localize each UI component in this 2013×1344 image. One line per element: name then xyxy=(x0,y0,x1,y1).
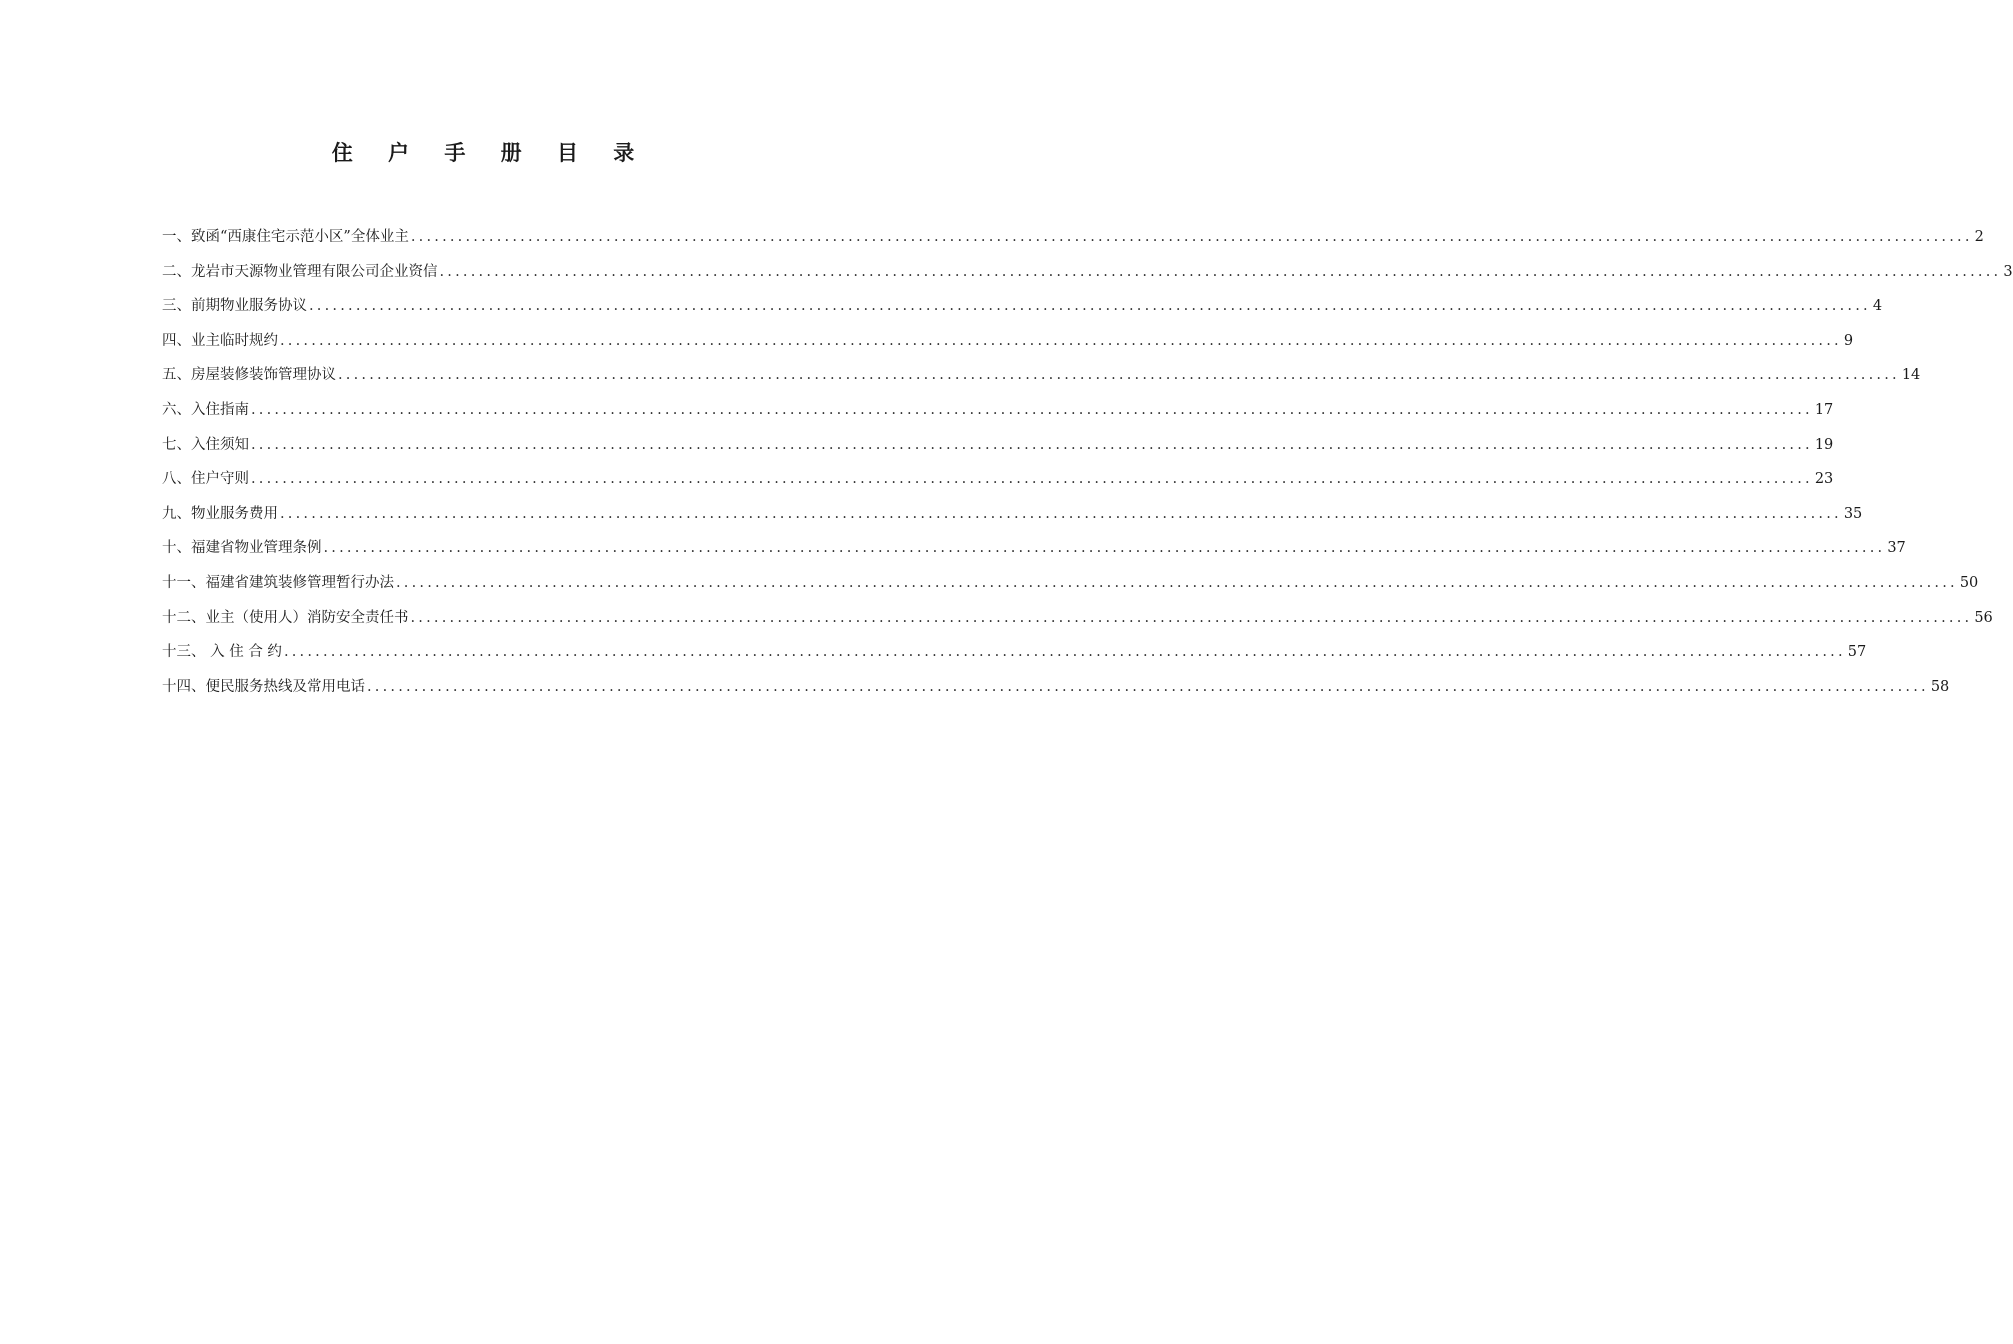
toc-entry[interactable] xyxy=(162,430,1834,465)
toc-entry-page: 3 xyxy=(2003,263,2013,280)
toc-entry-label: 九、物业服务费用 xyxy=(162,505,278,522)
toc-entry[interactable] xyxy=(162,326,1854,361)
toc-dot-leader: ........................................................................................................................................................................................................ xyxy=(280,332,1842,349)
toc-dot-leader: ........................................................................................................................................................................................................ xyxy=(439,263,2002,280)
toc-entry[interactable] xyxy=(162,637,1867,672)
toc-entry-label: 十一、福建省建筑装修管理暂行办法 xyxy=(162,574,394,591)
toc-entry-page: 35 xyxy=(1843,505,1863,522)
toc-entry-page: 58 xyxy=(1930,678,1950,695)
toc-entry-label: 八、住户守则 xyxy=(162,471,249,488)
toc-entry-label: 五、房屋装修装饰管理协议 xyxy=(162,367,336,384)
table-of-contents xyxy=(162,222,2013,706)
toc-entry-label: 四、业主临时规约 xyxy=(162,332,278,349)
toc-entry[interactable] xyxy=(162,568,1979,603)
toc-entry-label: 七、入住须知 xyxy=(162,436,249,453)
toc-dot-leader: ........................................................................................................................................................................................................ xyxy=(410,609,1973,626)
toc-entry-label: 二、龙岩市天源物业管理有限公司企业资信 xyxy=(162,263,438,280)
toc-dot-leader: ........................................................................................................................................................................................................ xyxy=(280,505,1842,522)
toc-dot-leader: ........................................................................................................................................................................................................ xyxy=(323,540,1886,557)
toc-dot-leader: ........................................................................................................................................................................................................ xyxy=(410,229,1973,245)
toc-entry-page: 19 xyxy=(1814,436,1834,453)
toc-entry[interactable] xyxy=(162,395,1834,430)
toc-entry[interactable] xyxy=(162,464,1834,499)
toc-entry-page: 14 xyxy=(1901,367,1921,384)
toc-entry[interactable] xyxy=(162,291,1883,326)
toc-entry[interactable] xyxy=(162,257,2013,292)
toc-dot-leader: ........................................................................................................................................................................................................ xyxy=(251,401,1813,418)
toc-dot-leader: ........................................................................................................................................................................................................ xyxy=(367,678,1929,695)
toc-entry-page: 2 xyxy=(1974,229,1984,245)
toc-entry-page: 17 xyxy=(1814,401,1834,418)
toc-dot-leader: ........................................................................................................................................................................................................ xyxy=(309,298,1871,315)
toc-entry[interactable] xyxy=(162,672,1950,707)
toc-entry-page: 57 xyxy=(1847,644,1867,661)
toc-dot-leader: ........................................................................................................................................................................................................ xyxy=(283,644,1846,661)
toc-entry-page: 50 xyxy=(1959,574,1979,591)
toc-dot-leader: ........................................................................................................................................................................................................ xyxy=(251,471,1813,488)
page-title: 住 户 手 册 目 录 xyxy=(331,141,649,165)
toc-entry-label: 十二、业主（使用人）消防安全责任书 xyxy=(162,609,409,626)
toc-dot-leader: ........................................................................................................................................................................................................ xyxy=(251,436,1813,453)
toc-entry[interactable] xyxy=(162,222,1984,257)
toc-entry-label: 一、致函“西康住宅示范小区”全体业主 xyxy=(162,229,409,245)
toc-dot-leader: ........................................................................................................................................................................................................ xyxy=(338,367,1900,384)
toc-entry[interactable] xyxy=(162,360,1921,395)
toc-entry-page: 23 xyxy=(1814,471,1834,488)
toc-entry[interactable] xyxy=(162,603,1993,638)
toc-entry-label: 十三、 入 住 合 约 xyxy=(162,644,282,661)
toc-entry-page: 37 xyxy=(1887,540,1906,557)
toc-entry[interactable] xyxy=(162,499,1863,534)
toc-entry-label: 六、入住指南 xyxy=(162,401,249,418)
toc-entry-page: 56 xyxy=(1974,609,1993,626)
toc-entry-label: 十、福建省物业管理条例 xyxy=(162,540,322,557)
toc-entry-label: 十四、便民服务热线及常用电话 xyxy=(162,678,365,695)
toc-entry-label: 三、前期物业服务协议 xyxy=(162,298,307,315)
toc-dot-leader: ........................................................................................................................................................................................................ xyxy=(396,574,1958,591)
toc-entry-page: 4 xyxy=(1872,298,1883,315)
toc-entry[interactable] xyxy=(162,533,1906,568)
toc-entry-page: 9 xyxy=(1843,332,1854,349)
